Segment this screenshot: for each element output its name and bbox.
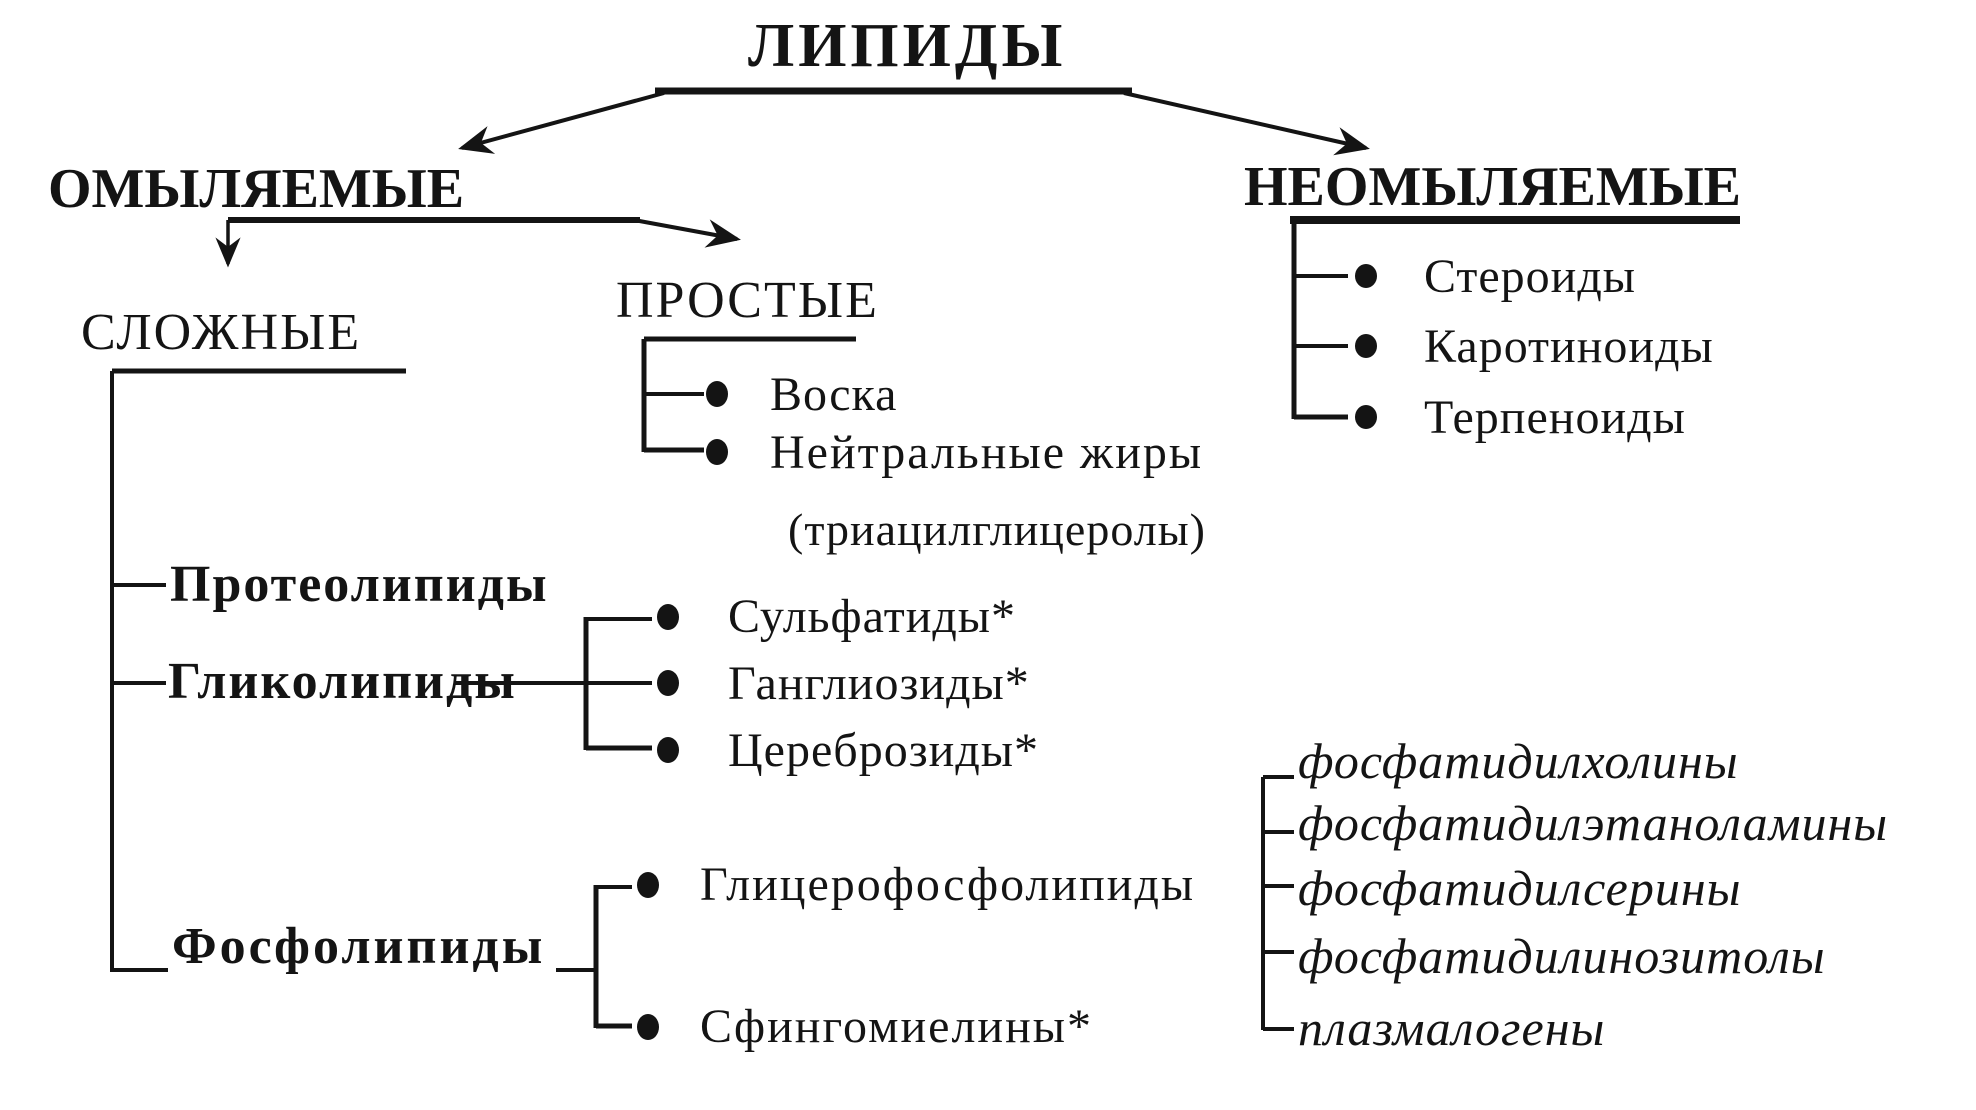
nonsaponifiable-item-terpenoids: Терпеноиды (1424, 391, 1686, 444)
complex-item-proteolipids: Протеолипиды (170, 556, 549, 613)
glycerophospholipid-type-phosphatidylserines: фосфатидилсерины (1298, 860, 1742, 916)
diagram-title: ЛИПИДЫ (748, 12, 1067, 80)
bullet-terpenoids (1355, 405, 1377, 429)
glycolipid-type-sulfatides: Сульфатиды* (728, 590, 1017, 643)
bullet-neutral-fats (706, 439, 728, 465)
bullet-gangliosides (657, 670, 679, 696)
glycerophospholipid-type-phosphatidylethanolamines: фосфатидилэтаноламины (1298, 795, 1889, 851)
simple-item-waxes: Воска (770, 368, 898, 421)
glycerophospholipid-type-phosphatidylinositols: фосфатидилинозитолы (1298, 928, 1826, 984)
bullet-glycerophospholipids (637, 872, 659, 898)
saponifiable-branch (228, 220, 737, 264)
glycerophospholipid-type-phosphatidylcholines: фосфатидилхолины (1298, 733, 1739, 789)
bullet-carotenoids (1355, 334, 1377, 358)
bullet-cerebrosides (657, 737, 679, 763)
title-branch (462, 91, 1366, 148)
glycerophospholipid-type-plasmalogens: плазмалогены (1298, 1000, 1606, 1056)
simple-item-neutral-fats: Нейтральные жиры (770, 426, 1204, 479)
complex-item-glycolipids: Гликолипиды (168, 653, 517, 710)
bullet-sphingomyelins (637, 1014, 659, 1040)
simple-label: ПРОСТЫЕ (616, 272, 879, 329)
nonsaponifiable-item-carotenoids: Каротиноиды (1424, 320, 1714, 373)
nonsaponifiable-label: НЕОМЫЛЯЕМЫЕ (1244, 156, 1742, 218)
glycerophospholipids-bracket (1263, 777, 1294, 1030)
nonsaponifiable-item-steroids: Стероиды (1424, 250, 1637, 303)
complex-item-phospholipids: Фосфолипиды (172, 918, 546, 975)
bullet-steroids (1355, 264, 1377, 288)
neutral-fats-note: (триацилглицеролы) (788, 504, 1206, 555)
bullet-waxes (706, 381, 728, 407)
phospholipid-type-sphingomyelins: Сфингомиелины* (700, 1000, 1094, 1053)
phospholipids-bracket (556, 872, 659, 1040)
glycolipid-type-cerebrosides: Цереброзиды* (728, 724, 1040, 777)
complex-label: СЛОЖНЫЕ (81, 304, 362, 361)
phospholipid-type-glycerophospholipids: Глицерофосфолипиды (700, 858, 1196, 911)
saponifiable-label: ОМЫЛЯЕМЫЕ (48, 158, 465, 220)
bullet-sulfatides (657, 604, 679, 630)
glycolipid-type-gangliosides: Ганглиозиды* (728, 657, 1030, 710)
